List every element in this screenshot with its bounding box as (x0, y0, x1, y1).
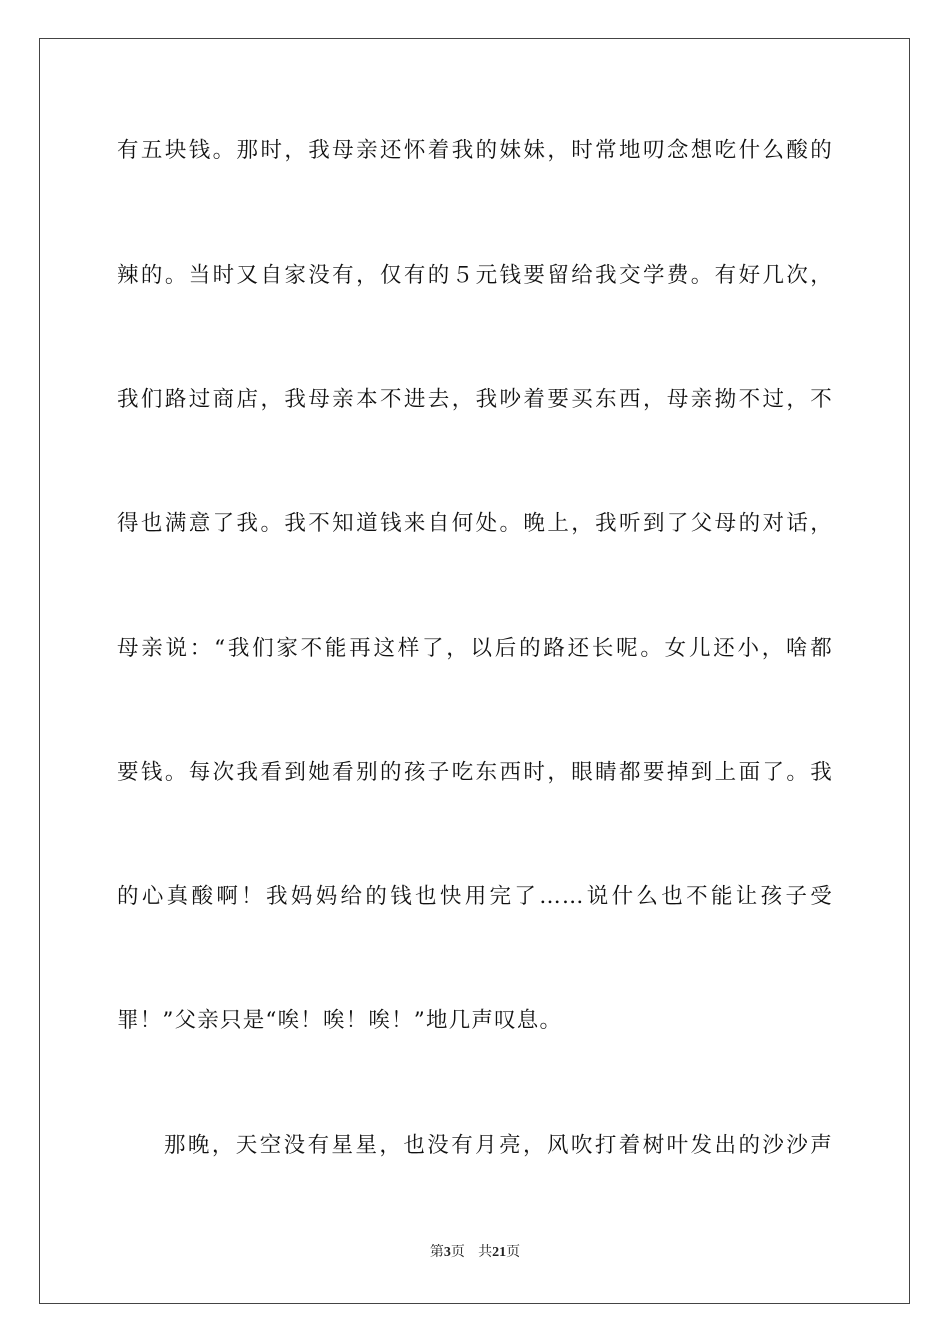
body-line-9-indented: 那晚，天空没有星星，也没有月亮，风吹打着树叶发出的沙沙声 (164, 1133, 833, 1158)
body-line-4: 得也满意了我。我不知道钱来自何处。晚上，我听到了父母的对话， (117, 511, 833, 536)
footer-total-suffix: 页 (506, 1244, 521, 1260)
body-line-2: 辣的。当时又自家没有，仅有的５元钱要留给我交学费。有好几次， (117, 263, 833, 288)
page-footer (0, 1243, 950, 1262)
footer-page-number: 3 (443, 1245, 451, 1260)
page-border (39, 38, 910, 1304)
body-line-8: 罪！”父亲只是“唉！唉！唉！”地几声叹息。 (117, 1008, 563, 1033)
body-line-7: 的心真酸啊！我妈妈给的钱也快用完了……说什么也不能让孩子受 (117, 884, 833, 909)
body-line-3: 我们路过商店，我母亲本不进去，我吵着要买东西，母亲拗不过，不 (117, 387, 833, 412)
footer-total-pages: 21 (492, 1245, 507, 1260)
body-line-6: 要钱。每次我看到她看别的孩子吃东西时，眼睛都要掉到上面了。我 (117, 760, 833, 785)
footer-page-prefix: 第 (429, 1244, 444, 1260)
footer-page-suffix: 页 (450, 1244, 465, 1260)
body-line-5: 母亲说：“我们家不能再这样了，以后的路还长呢。女儿还小，啥都 (117, 636, 833, 661)
footer-total-prefix: 共 (478, 1244, 493, 1260)
body-line-1: 有五块钱。那时，我母亲还怀着我的妹妹，时常地叨念想吃什么酸的 (117, 138, 833, 163)
